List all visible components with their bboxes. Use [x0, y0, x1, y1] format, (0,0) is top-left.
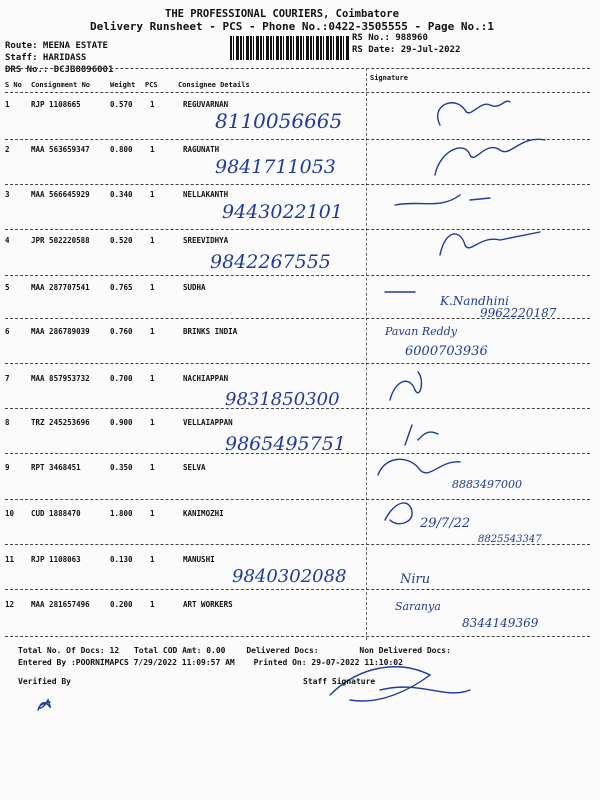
row-consignment: MAA 563659347 [31, 145, 90, 154]
row-consignee: REGUVARNAN [183, 100, 229, 109]
signature-row-1 [438, 101, 510, 125]
row-consignee: VELLAIAPPAN [183, 418, 233, 427]
handwritten-phone: 6000703936 [405, 344, 488, 359]
staff-signature-label: Staff Signature [303, 677, 376, 686]
row-sno: 1 [5, 100, 10, 109]
row-pcs: 1 [150, 509, 155, 518]
row-weight: 0.340 [110, 190, 133, 199]
signature-row-9 [378, 459, 460, 475]
row-sno: 5 [5, 283, 10, 292]
total-cod: Total COD Amt: 0.00 [133, 646, 226, 655]
handwritten-phone: 9443022101 [222, 201, 343, 223]
col-sno: S No [5, 81, 22, 89]
signature-row-2 [435, 139, 545, 175]
row-pcs: 1 [150, 283, 155, 292]
row-pcs: 1 [150, 327, 155, 336]
row-weight: 0.350 [110, 463, 133, 472]
row-weight: 1.800 [110, 509, 133, 518]
handwritten-phone: 9840302088 [232, 566, 347, 587]
handwritten-name: K.Nandhini [440, 294, 509, 308]
row-consignment: JPR 502220588 [31, 236, 90, 245]
row-consignee: NELLAKANTH [183, 190, 229, 199]
handwritten-name: Saranya [395, 600, 441, 613]
row-consignment: MAA 281657496 [31, 600, 90, 609]
printed-on: Printed On: 29-07-2022 11:10:02 [253, 658, 403, 667]
handwritten-phone: 8344149369 [462, 616, 539, 630]
row-sno: 6 [5, 327, 10, 336]
row-consignment: MAA 857953732 [31, 374, 90, 383]
footer-entry [18, 657, 403, 669]
entered-by: Entered By :POORNIMAPCS 7/29/2022 11:09:57 AM [18, 658, 235, 667]
handwritten-phone: 8825543347 [478, 534, 542, 545]
col-consignee: Consignee Details [178, 81, 250, 89]
row-pcs: 1 [150, 374, 155, 383]
rs-number: RS No.: 988960 [352, 33, 428, 43]
row-weight: 0.700 [110, 374, 133, 383]
row-consignee: NACHIAPPAN [183, 374, 229, 383]
row-pcs: 1 [150, 418, 155, 427]
row-pcs: 1 [150, 100, 155, 109]
row-sno: 4 [5, 236, 10, 245]
row-weight: 0.760 [110, 327, 133, 336]
row-consignment: MAA 287707541 [31, 283, 90, 292]
row-weight: 0.800 [110, 145, 133, 154]
row-consignment: MAA 566645929 [31, 190, 90, 199]
row-sno: 10 [5, 509, 15, 518]
row-consignment: RJP 1108665 [31, 100, 81, 109]
col-consignment: Consignment No [31, 81, 91, 89]
row-consignment: TRZ 245253696 [31, 418, 90, 427]
row-consignment: CUD 1888470 [31, 509, 81, 518]
signature-row-4 [440, 232, 540, 255]
row-pcs: 1 [150, 600, 155, 609]
runsheet-title: Delivery Runsheet - PCS - Phone No.:0422-3505555 - Page No.:1 [90, 20, 494, 33]
col-pcs: PCS [145, 81, 158, 89]
delivered-docs: Delivered Docs: [246, 646, 319, 655]
row-sno: 2 [5, 145, 10, 154]
row-consignee: KANIMOZHI [183, 509, 224, 518]
row-weight: 0.200 [110, 600, 133, 609]
handwritten-phone: 9842267555 [210, 251, 331, 273]
staff-label: Staff: HARIDASS [5, 53, 87, 63]
company-title: THE PROFESSIONAL COURIERS, Coimbatore [165, 8, 399, 20]
row-pcs: 1 [150, 463, 155, 472]
col-signature: Signature [370, 74, 408, 82]
signature-row-8 [405, 425, 438, 445]
row-weight: 0.130 [110, 555, 133, 564]
row-sno: 7 [5, 374, 10, 383]
col-weight: Weight [110, 81, 136, 89]
row-pcs: 1 [150, 190, 155, 199]
row-weight: 0.765 [110, 283, 133, 292]
signature-row-7 [390, 372, 421, 400]
footer-docs [18, 645, 451, 657]
drs-number: DRS No.: DCJB8896001 [5, 65, 114, 75]
row-weight: 0.520 [110, 236, 133, 245]
handwritten-phone: 8883497000 [452, 478, 522, 491]
row-consignee: SUDHA [183, 283, 206, 292]
row-weight: 0.900 [110, 418, 133, 427]
handwritten-phone: 9841711053 [215, 156, 336, 178]
non-delivered-docs: Non Delivered Docs: [359, 646, 451, 655]
handwritten-phone: 9962220187 [480, 306, 557, 320]
handwritten-name: Niru [400, 572, 431, 587]
signature-row-3 [395, 195, 490, 205]
row-consignee: MANUSHI [183, 555, 215, 564]
handwritten-date: 29/7/22 [420, 516, 471, 531]
row-consignment: MAA 286789039 [31, 327, 90, 336]
row-sno: 12 [5, 600, 15, 609]
verified-by-scribble [38, 700, 50, 710]
row-consignee: RAGUNATH [183, 145, 220, 154]
row-consignee: ART WORKERS [183, 600, 233, 609]
handwritten-phone: 9865495751 [225, 433, 346, 455]
row-consignee: SREEVIDHYA [183, 236, 229, 245]
row-pcs: 1 [150, 236, 155, 245]
rs-date: RS Date: 29-Jul-2022 [352, 45, 461, 55]
handwritten-phone: 8110056665 [215, 109, 343, 133]
row-sno: 11 [5, 555, 15, 564]
handwritten-name: Pavan Reddy [385, 325, 457, 338]
row-sno: 8 [5, 418, 10, 427]
row-consignment: RPT 3468451 [31, 463, 81, 472]
row-consignee: SELVA [183, 463, 206, 472]
route-label: Route: MEENA ESTATE [5, 41, 108, 51]
signature-row-10 [385, 503, 412, 524]
row-sno: 3 [5, 190, 10, 199]
total-docs: Total No. Of Docs: 12 [18, 646, 120, 655]
row-weight: 0.570 [110, 100, 133, 109]
row-pcs: 1 [150, 145, 155, 154]
handwritten-phone: 9831850300 [225, 389, 340, 410]
verified-by: Verified By [18, 677, 71, 686]
row-consignment: RJP 1108063 [31, 555, 81, 564]
row-pcs: 1 [150, 555, 155, 564]
row-consignee: BRINKS INDIA [183, 327, 238, 336]
row-sno: 9 [5, 463, 10, 472]
